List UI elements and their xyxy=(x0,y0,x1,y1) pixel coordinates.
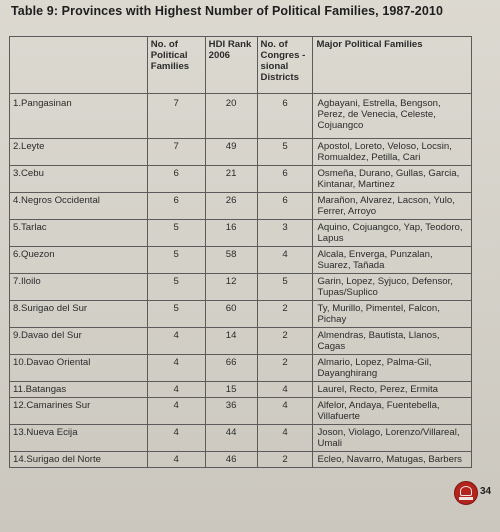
families-count-cell: 6 xyxy=(147,166,205,193)
major-families-cell: Ty, Murillo, Pimentel, Falcon, Pichay xyxy=(313,301,472,328)
districts-cell: 2 xyxy=(257,452,313,468)
districts-cell: 4 xyxy=(257,382,313,398)
hdi-rank-cell: 66 xyxy=(205,355,257,382)
table-row xyxy=(10,425,472,452)
major-families-cell: Marañon, Alvarez, Lacson, Yulo, Ferrer, Arroyo xyxy=(313,193,472,220)
major-families-cell: Joson, Violago, Lorenzo/Villareal, Umali xyxy=(313,425,472,452)
districts-cell: 2 xyxy=(257,355,313,382)
families-count-cell: 5 xyxy=(147,301,205,328)
hdi-rank-cell: 20 xyxy=(205,94,257,139)
hdi-rank-cell: 15 xyxy=(205,382,257,398)
districts-cell: 3 xyxy=(257,220,313,247)
major-families-cell: Garin, Lopez, Syjuco, Defensor, Tupas/Suplico xyxy=(313,274,472,301)
table-header-row xyxy=(10,37,472,94)
major-families-cell: Aquino, Cojuangco, Yap, Teodoro, Lapus xyxy=(313,220,472,247)
header-districts: No. of Congres -sional Districts xyxy=(257,37,313,94)
table-row xyxy=(10,247,472,274)
table-row xyxy=(10,452,472,468)
districts-cell: 6 xyxy=(257,166,313,193)
header-families-count: No. of Political Families xyxy=(147,37,205,94)
hdi-rank-cell: 12 xyxy=(205,274,257,301)
hdi-rank-cell: 44 xyxy=(205,425,257,452)
province-cell: 8.Surigao del Sur xyxy=(10,301,148,328)
table-row xyxy=(10,355,472,382)
families-count-cell: 4 xyxy=(147,452,205,468)
province-cell: 6.Quezon xyxy=(10,247,148,274)
table-row xyxy=(10,328,472,355)
families-count-cell: 5 xyxy=(147,220,205,247)
major-families-cell: Almendras, Bautista, Llanos, Cagas xyxy=(313,328,472,355)
hdi-rank-cell: 14 xyxy=(205,328,257,355)
districts-cell: 4 xyxy=(257,425,313,452)
province-cell: 7.Iloilo xyxy=(10,274,148,301)
families-count-cell: 4 xyxy=(147,382,205,398)
political-families-table xyxy=(9,36,472,468)
hdi-rank-cell: 26 xyxy=(205,193,257,220)
major-families-cell: Alfelor, Andaya, Fuentebella, Villafuerte xyxy=(313,398,472,425)
families-count-cell: 7 xyxy=(147,94,205,139)
header-province xyxy=(10,37,148,94)
districts-cell: 2 xyxy=(257,328,313,355)
table-row xyxy=(10,94,472,139)
province-cell: 11.Batangas xyxy=(10,382,148,398)
families-count-cell: 7 xyxy=(147,139,205,166)
hdi-rank-cell: 16 xyxy=(205,220,257,247)
province-cell: 10.Davao Oriental xyxy=(10,355,148,382)
province-cell: 2.Leyte xyxy=(10,139,148,166)
districts-cell: 5 xyxy=(257,139,313,166)
major-families-cell: Alcala, Enverga, Punzalan, Suarez, Tañada xyxy=(313,247,472,274)
families-count-cell: 6 xyxy=(147,193,205,220)
province-cell: 12.Camarines Sur xyxy=(10,398,148,425)
seal-logo-icon xyxy=(454,481,478,505)
province-cell: 9.Davao del Sur xyxy=(10,328,148,355)
table-row xyxy=(10,274,472,301)
province-cell: 1.Pangasinan xyxy=(10,94,148,139)
table-row xyxy=(10,166,472,193)
header-hdi-rank: HDI Rank 2006 xyxy=(205,37,257,94)
districts-cell: 4 xyxy=(257,398,313,425)
major-families-cell: Ecleo, Navarro, Matugas, Barbers xyxy=(313,452,472,468)
families-count-cell: 5 xyxy=(147,274,205,301)
page-number: 34 xyxy=(480,486,492,497)
districts-cell: 6 xyxy=(257,94,313,139)
major-families-cell: Agbayani, Estrella, Bengson, Perez, de Venecia, Celeste, Cojuangco xyxy=(313,94,472,139)
families-count-cell: 5 xyxy=(147,247,205,274)
hdi-rank-cell: 46 xyxy=(205,452,257,468)
major-families-cell: Laurel, Recto, Perez, Ermita xyxy=(313,382,472,398)
province-cell: 5.Tarlac xyxy=(10,220,148,247)
province-cell: 4.Negros Occidental xyxy=(10,193,148,220)
districts-cell: 6 xyxy=(257,193,313,220)
major-families-cell: Apostol, Loreto, Veloso, Locsin, Romualdez, Petilla, Cari xyxy=(313,139,472,166)
districts-cell: 4 xyxy=(257,247,313,274)
table-row xyxy=(10,301,472,328)
hdi-rank-cell: 36 xyxy=(205,398,257,425)
districts-cell: 2 xyxy=(257,301,313,328)
families-count-cell: 4 xyxy=(147,355,205,382)
hdi-rank-cell: 49 xyxy=(205,139,257,166)
table-title: Table 9: Provinces with Highest Number of Political Families, 1987-2010 xyxy=(11,4,444,18)
table-row xyxy=(10,382,472,398)
province-cell: 3.Cebu xyxy=(10,166,148,193)
major-families-cell: Osmeña, Durano, Gullas, Garcia, Kintanar, Martinez xyxy=(313,166,472,193)
header-major-families: Major Political Families xyxy=(313,37,472,94)
hdi-rank-cell: 58 xyxy=(205,247,257,274)
table-row xyxy=(10,220,472,247)
families-count-cell: 4 xyxy=(147,398,205,425)
hdi-rank-cell: 21 xyxy=(205,166,257,193)
hdi-rank-cell: 60 xyxy=(205,301,257,328)
major-families-cell: Almario, Lopez, Palma-Gil, Dayanghirang xyxy=(313,355,472,382)
province-cell: 13.Nueva Ecija xyxy=(10,425,148,452)
districts-cell: 5 xyxy=(257,274,313,301)
province-cell: 14.Surigao del Norte xyxy=(10,452,148,468)
table-row xyxy=(10,139,472,166)
families-count-cell: 4 xyxy=(147,328,205,355)
table-row xyxy=(10,193,472,220)
table-row xyxy=(10,398,472,425)
families-count-cell: 4 xyxy=(147,425,205,452)
